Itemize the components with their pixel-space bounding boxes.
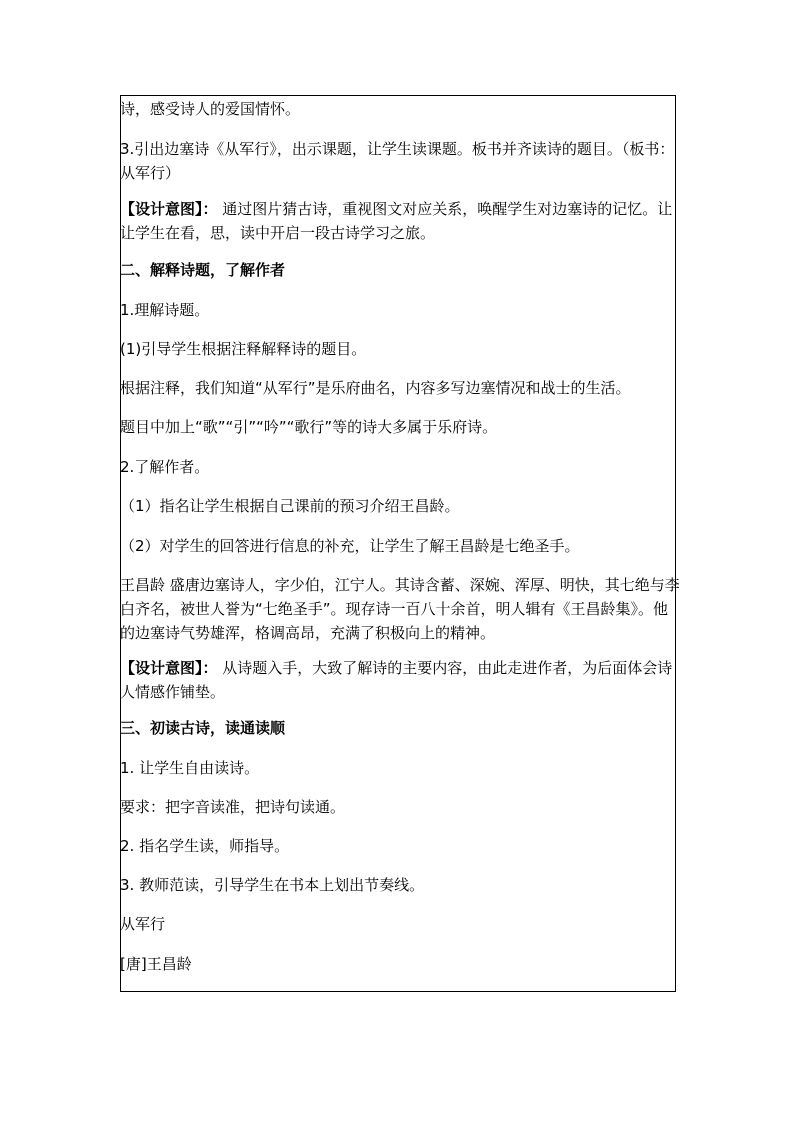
paragraph-8 (120, 415, 680, 439)
design-intent-2-text: 从诗题入手，大致了解诗的主要内容，由此走进作者，为后面体会诗人情感作铺垫。 (120, 659, 673, 701)
design-intent-2-label: 【设计意图】： (120, 659, 218, 677)
paragraph-6 (120, 337, 680, 361)
section-heading-2-text: 二、解释诗题，了解作者 (120, 261, 286, 279)
paragraph-15-text: 1. 让学生自由读诗。 (120, 759, 260, 777)
paragraph-11-text: （2）对学生的回答进行信息的补充，让学生了解王昌龄是七绝圣手。 (120, 537, 580, 555)
paragraph-12 (120, 573, 680, 645)
paragraph-16 (120, 795, 680, 819)
design-intent-1-label: 【设计意图】： (120, 200, 218, 218)
paragraph-2 (120, 137, 680, 185)
paragraph-2-text: 3.引出边塞诗《从军行》，出示课题，让学生读课题。板书并齐读诗的题目。（板书：从军行） (120, 140, 675, 182)
paragraph-10-text: （1）指名让学生根据自己课前的预习介绍王昌龄。 (120, 497, 460, 515)
paragraph-1 (120, 97, 680, 121)
section-heading-2 (120, 258, 680, 282)
paragraph-8-text: 题目中加上“歌”“引”“吟”“歌行”等的诗大多属于乐府诗。 (120, 418, 498, 436)
paragraph-10 (120, 494, 680, 518)
paragraph-1-text: 诗，感受诗人的爱国情怀。 (120, 100, 301, 118)
poem-title-text: 从军行 (120, 915, 166, 933)
paragraph-11 (120, 534, 680, 558)
paragraph-5-text: 1.理解诗题。 (120, 301, 210, 319)
paragraph-16-text: 要求：把字音读准，把诗句读通。 (120, 798, 346, 816)
paragraph-18 (120, 873, 680, 897)
section-heading-3-text: 三、初读古诗，读通读顺 (120, 719, 286, 737)
paragraph-7-text: 根据注释，我们知道“从军行”是乐府曲名，内容多写边塞情况和战士的生活。 (120, 379, 631, 397)
paragraph-9-text: 2.了解作者。 (120, 458, 210, 476)
design-intent-2 (120, 656, 680, 704)
paragraph-9 (120, 455, 680, 479)
paragraph-18-text: 3. 教师范读，引导学生在书本上划出节奏线。 (120, 876, 425, 894)
paragraph-15 (120, 756, 680, 780)
design-intent-1-text: 通过图片猜古诗，重视图文对应关系，唤醒学生对边塞诗的记忆。让让学生在看，思，读中开启一段古诗学习之旅。 (120, 200, 673, 242)
section-heading-3 (120, 716, 680, 740)
paragraph-17-text: 2. 指名学生读，师指导。 (120, 837, 290, 855)
paragraph-12-text: 王昌龄 盛唐边塞诗人，字少伯，江宁人。其诗含蓄、深婉、浑厚、明快，其七绝与李白齐名，被世人誉为“七绝圣手”。现存诗一百八十余首，明人辑有《王昌龄集》。他的边塞诗气势雄浑，格调高昂，充满了积极向上的精神。 (120, 576, 680, 642)
poem-title (120, 912, 680, 936)
paragraph-17 (120, 834, 680, 858)
design-intent-1 (120, 197, 680, 245)
paragraph-5 (120, 298, 680, 322)
poem-author (120, 952, 680, 976)
poem-author-text: [唐]王昌龄 (120, 955, 192, 973)
paragraph-6-text: (1)引导学生根据注释解释诗的题目。 (120, 340, 367, 358)
paragraph-7 (120, 376, 680, 400)
